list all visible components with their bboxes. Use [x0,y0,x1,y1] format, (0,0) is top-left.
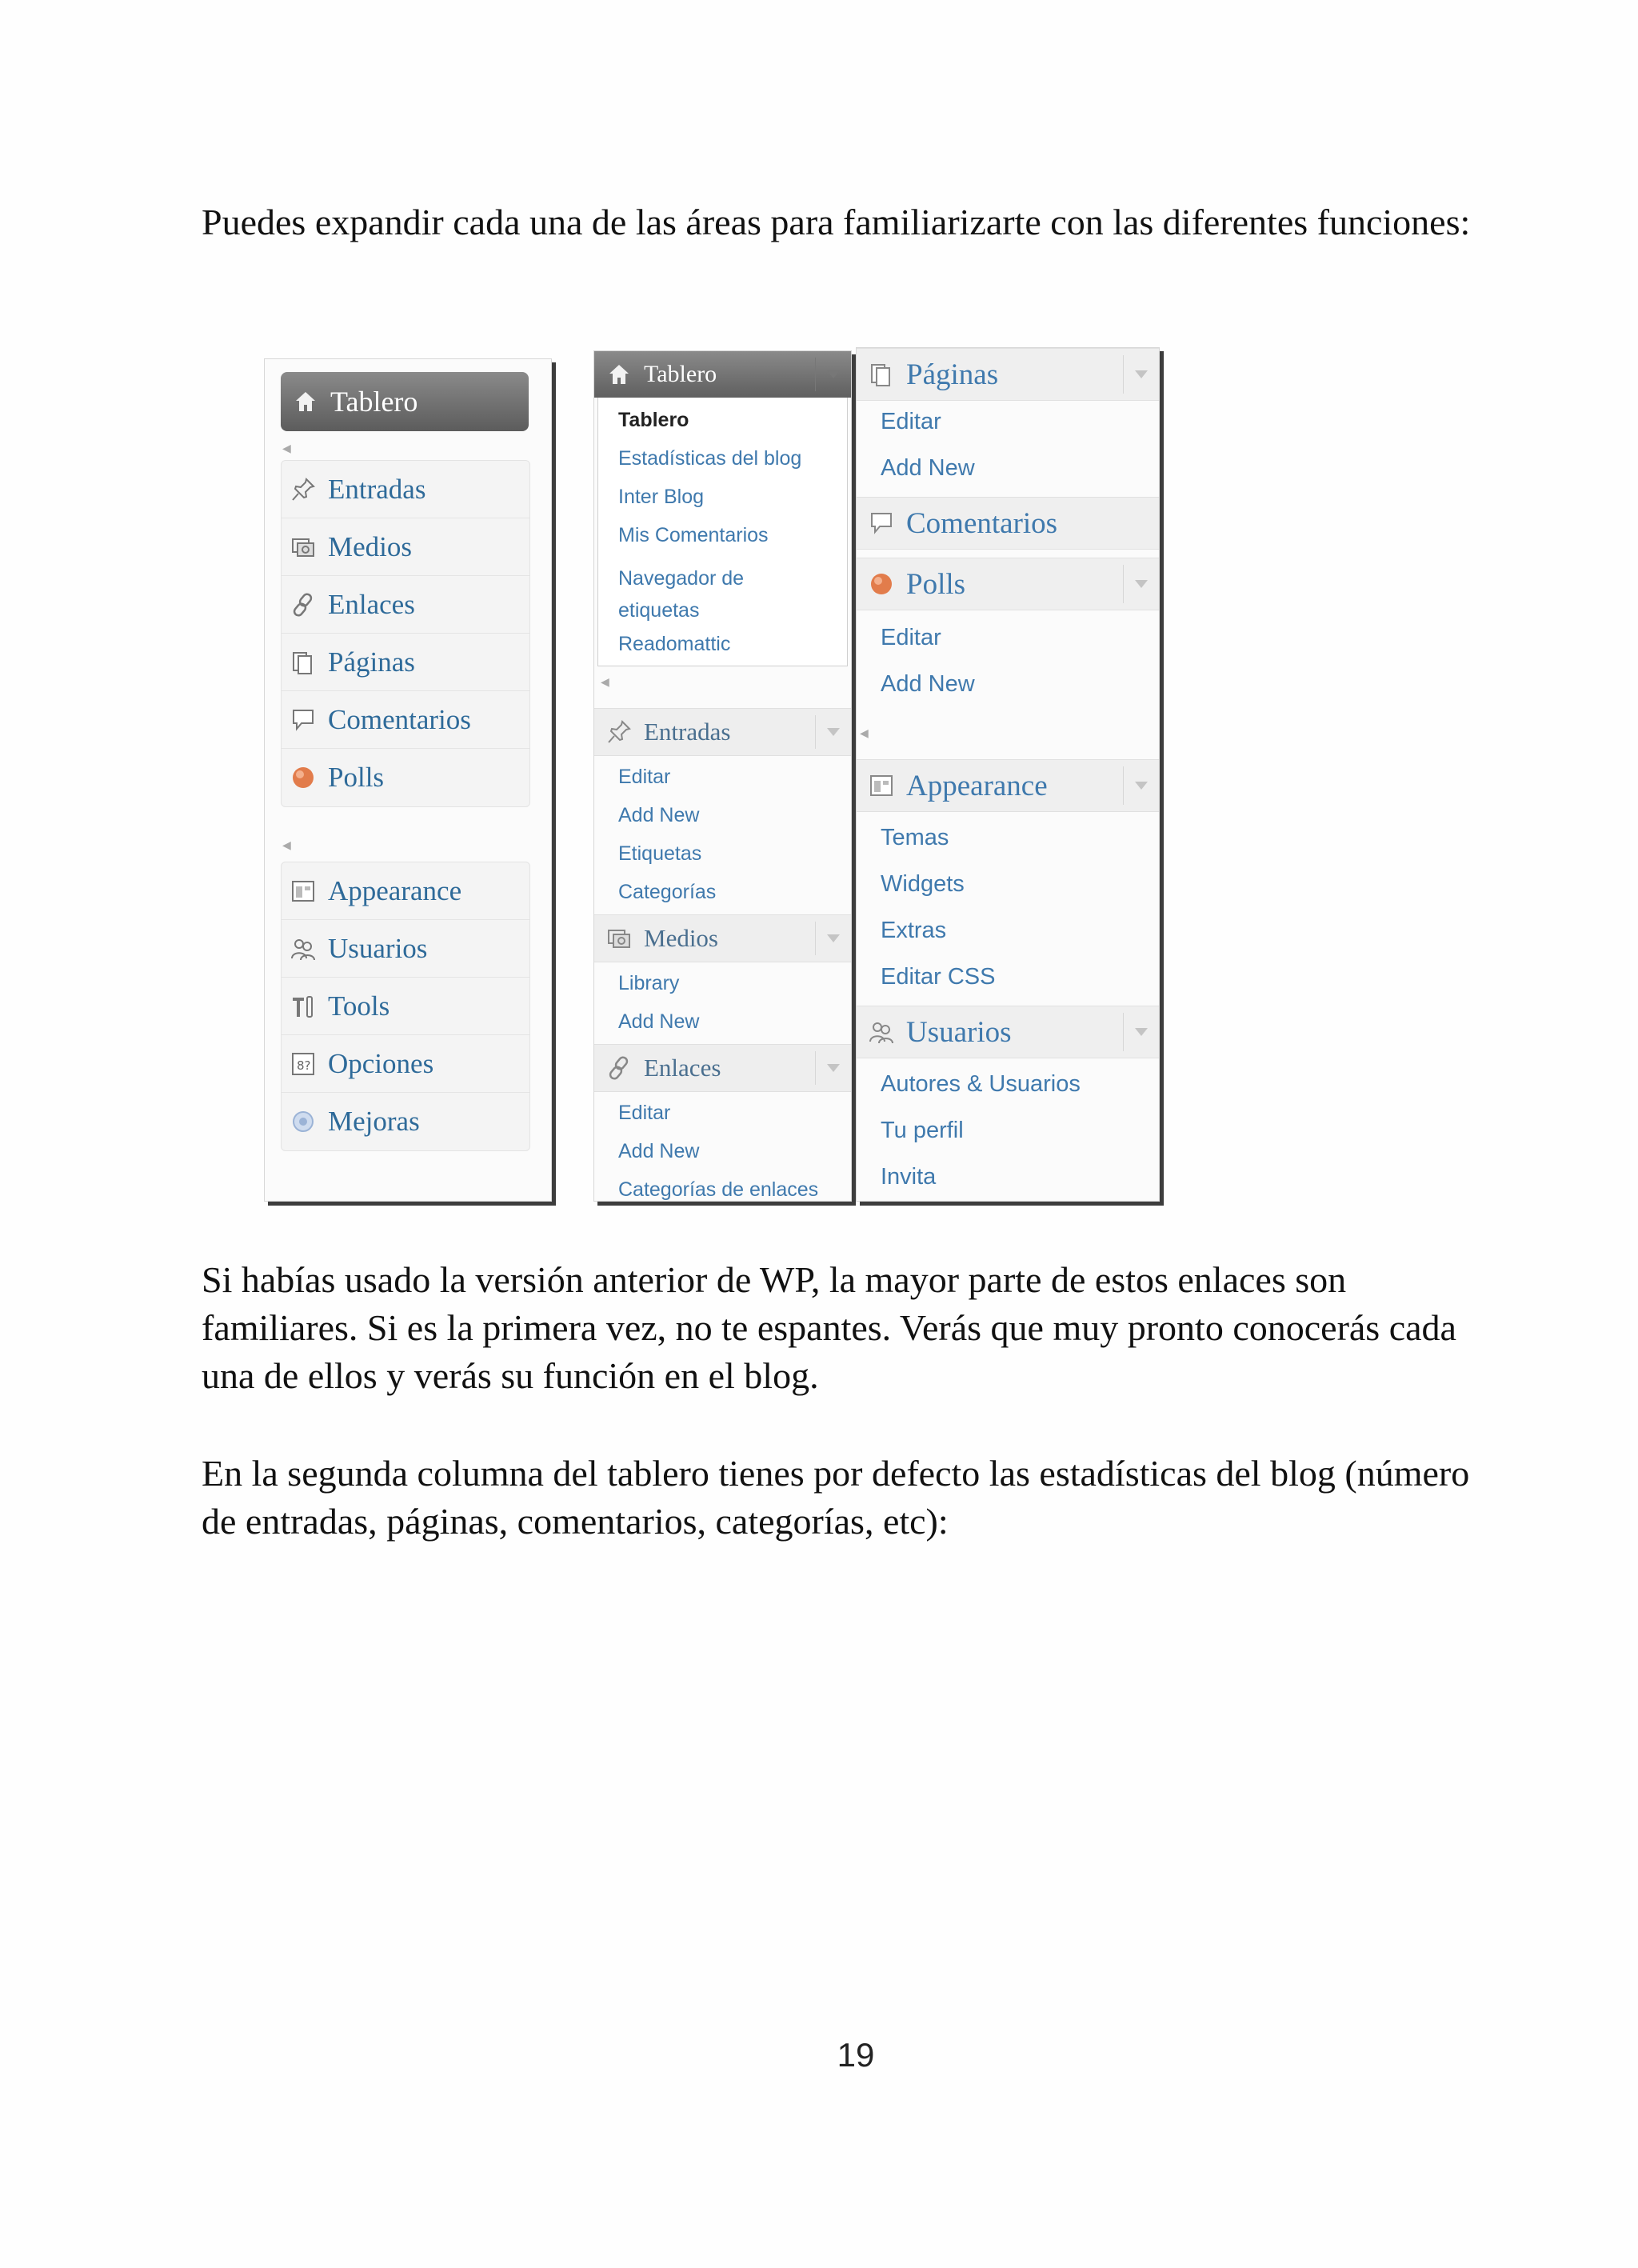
users-icon [290,935,317,962]
menu-header-label: Medios [644,924,718,952]
submenu-add-new[interactable]: Add New [618,1140,700,1162]
submenu-add-new[interactable]: Add New [881,671,975,697]
menu-header-polls[interactable] [857,558,1159,610]
menu-header-tablero[interactable] [594,351,851,398]
chevron-down-icon[interactable] [1135,782,1148,790]
link-icon [605,1054,633,1082]
menu-header-comentarios[interactable] [857,497,1159,550]
submenu-categorias[interactable]: Categorías [618,881,717,903]
submenu-readomattic[interactable]: Readomattic [618,633,731,655]
submenu-tablero[interactable]: Tablero [618,409,689,431]
menu-header-medios[interactable] [594,914,851,962]
menu-header-label: Enlaces [644,1054,721,1082]
polls-icon [868,570,895,598]
menu-item-polls[interactable] [282,749,529,806]
comment-icon [868,510,895,537]
submenu-inter-blog[interactable]: Inter Blog [618,486,705,508]
submenu-add-new[interactable]: Add New [618,804,700,826]
body-paragraph-2: En la segunda columna del tablero tienes por defecto las estadísticas del blog (número de entradas, páginas, comentarios, categorías, etc): [202,1453,1470,1542]
expanded-menu-panel-1 [593,350,852,1202]
collapse-separator[interactable]: ◀ [601,677,609,689]
menu-header-label: Comentarios [906,506,1058,540]
menu-group-content [281,460,530,807]
menu-item-enlaces[interactable] [282,576,529,634]
menu-header-label: Páginas [906,358,999,391]
submenu-autores-usuarios[interactable]: Autores & Usuarios [881,1071,1081,1097]
menu-header-label: Tablero [644,361,717,387]
appearance-icon [290,878,317,905]
menu-item-label: Polls [328,762,385,793]
chevron-down-icon[interactable] [827,1064,840,1072]
menu-item-label: Enlaces [328,588,415,620]
submenu-add-new[interactable]: Add New [618,1010,700,1033]
menu-item-label: Usuarios [328,932,428,964]
submenu-mis-comentarios[interactable]: Mis Comentarios [618,524,769,546]
svg-text:8?: 8? [297,1058,311,1073]
menu-item-tools[interactable] [282,978,529,1035]
submenu-add-new[interactable]: Add New [881,455,975,481]
pages-icon [868,361,895,388]
menu-item-entradas[interactable] [282,461,529,518]
body-paragraph-1: Si habías usado la versión anterior de WP, la mayor parte de estos enlaces son familiares. Si es la primera vez, no te espantes. Verás que muy pronto conocerás cada una de ellos y verás su función en el blog. [202,1259,1456,1396]
appearance-icon [868,772,895,799]
submenu-estadisticas[interactable]: Estadísticas del blog [618,447,802,470]
menu-item-label: Páginas [328,646,415,678]
submenu-widgets[interactable]: Widgets [881,871,965,897]
collapsed-menu-panel [264,358,552,1202]
submenu-editar-css[interactable]: Editar CSS [881,964,996,990]
expanded-menu-panel-2 [856,347,1160,1202]
collapse-separator[interactable]: ◀ [282,443,291,455]
pages-icon [290,649,317,676]
submenu-library[interactable]: Library [618,972,680,994]
menu-item-label: Mejoras [328,1106,420,1137]
submenu-editar[interactable]: Editar [618,1102,671,1124]
menu-header-label: Appearance [906,769,1048,802]
home-icon [605,361,633,388]
link-icon [290,591,317,618]
chevron-down-icon[interactable] [1135,1028,1148,1036]
chevron-down-icon[interactable] [827,934,840,942]
media-icon [605,925,633,952]
menu-item-paginas[interactable] [282,634,529,691]
menu-item-label: Tools [328,990,390,1022]
chevron-down-icon[interactable] [1135,370,1148,378]
comment-icon [290,706,317,734]
intro-paragraph: Puedes expandir cada una de las áreas para familiarizarte con las diferentes funciones: [202,202,1471,242]
collapse-separator[interactable]: ◀ [282,840,291,852]
menu-header-paginas[interactable] [857,348,1159,401]
menu-header-label: Entradas [644,718,731,746]
menu-header-entradas[interactable] [594,708,851,756]
menu-item-opciones[interactable] [282,1035,529,1093]
menu-item-tablero[interactable] [281,372,529,431]
submenu-temas[interactable]: Temas [881,825,949,850]
polls-icon [290,764,317,791]
submenu-categorias-enlaces[interactable]: Categorías de enlaces [618,1178,819,1201]
chevron-down-icon[interactable] [827,728,840,736]
submenu-editar[interactable]: Editar [881,625,941,650]
upgrades-icon [290,1108,317,1135]
menu-item-label: Opciones [328,1047,434,1079]
submenu-invita[interactable]: Invita [881,1164,937,1190]
menu-header-usuarios[interactable] [857,1006,1159,1058]
submenu-editar[interactable]: Editar [881,409,941,434]
submenu-extras[interactable]: Extras [881,918,947,943]
media-icon [290,534,317,561]
menu-item-label: Entradas [328,473,426,505]
submenu-editar[interactable]: Editar [618,766,671,788]
menu-header-label: Usuarios [906,1015,1012,1049]
pin-icon [290,476,317,503]
menu-header-appearance[interactable] [857,759,1159,812]
menu-item-medios[interactable] [282,518,529,576]
submenu-tu-perfil[interactable]: Tu perfil [881,1118,964,1143]
menu-item-usuarios[interactable] [282,920,529,978]
collapse-separator[interactable]: ◀ [860,728,869,740]
menu-group-settings [281,862,530,1151]
page-number: 19 [837,2036,875,2074]
submenu-etiquetas[interactable]: Etiquetas [618,842,702,865]
settings-icon [290,1050,317,1078]
menu-header-label: Polls [906,567,966,601]
menu-header-enlaces[interactable] [594,1044,851,1092]
menu-item-label: Appearance [328,874,462,906]
pin-icon [605,718,633,746]
menu-item-label: Tablero [330,386,418,418]
users-icon [868,1018,895,1046]
chevron-down-icon[interactable] [827,370,840,378]
submenu-navegador-etiquetas[interactable]: Navegador de etiquetas [618,567,745,622]
chevron-down-icon[interactable] [1135,580,1148,588]
home-icon [292,388,319,415]
tools-icon [290,993,317,1020]
menu-item-mejoras[interactable] [282,1093,529,1150]
menu-item-appearance[interactable] [282,862,529,920]
menu-item-comentarios[interactable] [282,691,529,749]
menu-item-label: Medios [328,530,412,562]
menu-item-label: Comentarios [328,703,471,735]
